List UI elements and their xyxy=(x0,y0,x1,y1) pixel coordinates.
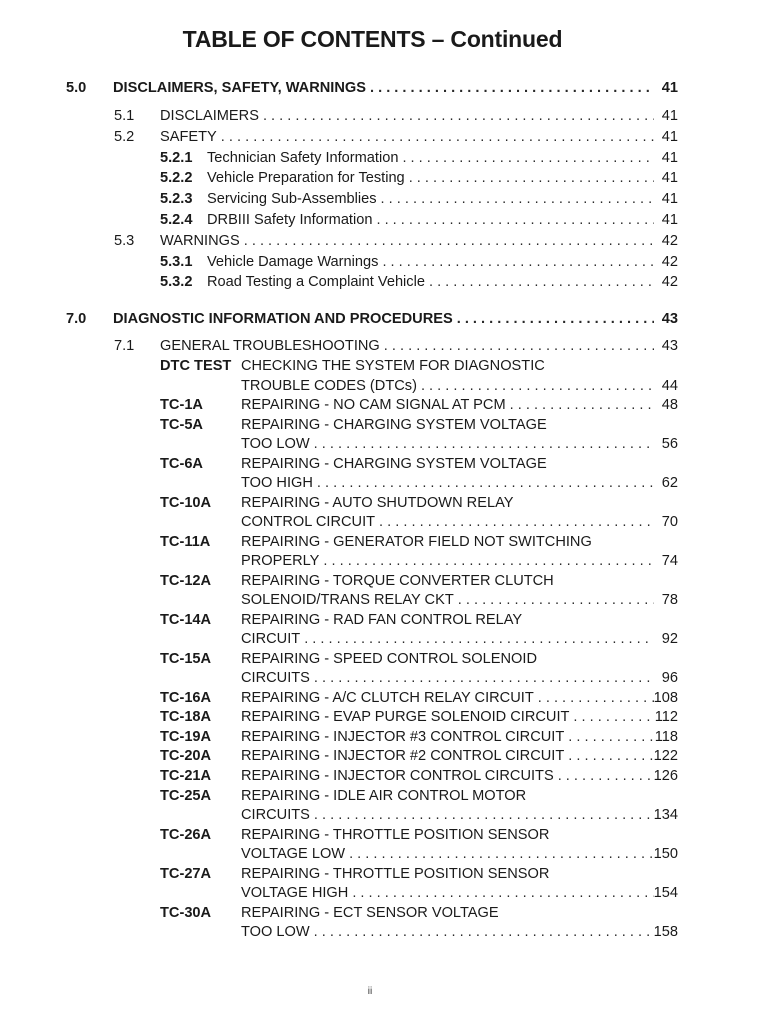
toc-list xyxy=(0,76,760,943)
toc-entry-5-2-2[interactable] xyxy=(0,168,760,189)
entry-label-line2: SOLENOID/TRANS RELAY CKT xyxy=(241,592,454,609)
entry-number: 5.3 xyxy=(114,232,135,249)
entry-number: 7.1 xyxy=(114,338,135,355)
page-ref: 41 xyxy=(661,170,678,187)
page-ref: 134 xyxy=(653,807,678,824)
page-ref: 43 xyxy=(661,311,678,328)
page-ref: 126 xyxy=(653,767,678,784)
dot-leader xyxy=(510,396,654,416)
dot-leader xyxy=(409,168,654,189)
toc-entry-5-3[interactable] xyxy=(0,231,760,252)
entry-label-line1: REPAIRING - SPEED CONTROL SOLENOID xyxy=(241,650,537,667)
entry-label-line2: CIRCUIT xyxy=(241,631,301,648)
entry-label-line1: REPAIRING - THROTTLE POSITION SENSOR xyxy=(241,865,550,882)
toc-entry-5-3-2[interactable] xyxy=(0,272,760,293)
toc-entry-5-3-1[interactable] xyxy=(0,252,760,273)
toc-test-entry[interactable] xyxy=(0,767,760,787)
entry-label: Road Testing a Complaint Vehicle xyxy=(207,274,425,291)
dot-leader xyxy=(429,272,654,293)
toc-test-entry[interactable] xyxy=(0,650,760,689)
entry-label-line2: TROUBLE CODES (DTCs) xyxy=(241,377,417,394)
dot-leader xyxy=(381,189,654,210)
test-code: TC-10A xyxy=(160,494,212,511)
entry-label: Servicing Sub-Assemblies xyxy=(207,191,377,208)
page-ref: 108 xyxy=(653,689,678,706)
dot-leader xyxy=(379,513,654,533)
toc-test-entry[interactable] xyxy=(0,708,760,728)
toc-test-entry[interactable] xyxy=(0,396,760,416)
entry-label: GENERAL TROUBLESHOOTING xyxy=(160,338,380,355)
page-ref: 112 xyxy=(654,709,678,726)
entry-label-line1: REPAIRING - CHARGING SYSTEM VOLTAGE xyxy=(241,455,547,472)
entry-label-line2: PROPERLY xyxy=(241,553,320,570)
entry-label-line1: REPAIRING - CHARGING SYSTEM VOLTAGE xyxy=(241,416,547,433)
page-ref: 41 xyxy=(661,211,678,228)
test-code: TC-30A xyxy=(160,904,212,921)
toc-entry-5-2-4[interactable] xyxy=(0,210,760,231)
toc-test-entry[interactable] xyxy=(0,787,760,826)
page-ref: 62 xyxy=(661,475,678,492)
dot-leader xyxy=(568,747,654,767)
dot-leader xyxy=(457,307,654,331)
dot-leader xyxy=(263,106,654,127)
dot-leader xyxy=(317,474,654,494)
entry-label: DISCLAIMERS xyxy=(160,108,259,124)
dot-leader xyxy=(370,76,654,100)
section-number: 7.0 xyxy=(66,311,87,328)
dot-leader xyxy=(314,435,654,455)
page-ref: 56 xyxy=(661,436,678,453)
test-code: TC-27A xyxy=(160,865,212,882)
test-code: TC-20A xyxy=(160,748,212,765)
dot-leader xyxy=(458,591,654,611)
entry-label-line1: REPAIRING - THROTTLE POSITION SENSOR xyxy=(241,826,550,843)
entry-label-line2: CONTROL CIRCUIT xyxy=(241,514,376,531)
toc-test-entry[interactable] xyxy=(0,689,760,709)
entry-label-line1: CHECKING THE SYSTEM FOR DIAGNOSTIC xyxy=(241,357,545,374)
page-ref: 70 xyxy=(661,514,678,531)
toc-test-entry[interactable] xyxy=(0,572,760,611)
entry-number: 5.1 xyxy=(114,108,135,124)
test-code: TC-26A xyxy=(160,826,212,843)
dot-leader xyxy=(558,767,654,787)
toc-entry-5-1[interactable] xyxy=(0,106,760,127)
dot-leader xyxy=(314,923,654,943)
test-list xyxy=(0,357,760,943)
toc-test-entry[interactable] xyxy=(0,611,760,650)
dot-leader xyxy=(314,669,654,689)
entry-number: 5.3.1 xyxy=(160,253,193,270)
dot-leader xyxy=(568,728,654,748)
toc-section-5[interactable] xyxy=(0,76,760,100)
test-code: TC-14A xyxy=(160,611,212,628)
toc-entry-7-1[interactable] xyxy=(0,336,760,357)
toc-test-entry[interactable] xyxy=(0,747,760,767)
dot-leader xyxy=(384,336,654,357)
entry-number: 5.3.2 xyxy=(160,274,193,291)
page-ref: 41 xyxy=(661,149,678,166)
toc-test-entry[interactable] xyxy=(0,533,760,572)
entry-label: REPAIRING - INJECTOR CONTROL CIRCUITS xyxy=(241,767,554,784)
entry-label-line1: REPAIRING - AUTO SHUTDOWN RELAY xyxy=(241,494,514,511)
dot-leader xyxy=(323,552,654,572)
toc-test-entry[interactable] xyxy=(0,416,760,455)
toc-test-entry[interactable] xyxy=(0,494,760,533)
entry-label: DRBIII Safety Information xyxy=(207,211,373,228)
page-ref: 74 xyxy=(661,553,678,570)
toc-test-entry[interactable] xyxy=(0,904,760,943)
entry-label-line1: REPAIRING - TORQUE CONVERTER CLUTCH xyxy=(241,572,554,589)
entry-label: REPAIRING - NO CAM SIGNAL AT PCM xyxy=(241,396,506,413)
dot-leader xyxy=(349,845,654,865)
page-ref: 158 xyxy=(653,924,678,941)
page-title: TABLE OF CONTENTS – Continued xyxy=(182,26,563,52)
entry-label: Technician Safety Information xyxy=(207,149,399,166)
page-ref: 41 xyxy=(661,191,678,208)
toc-entry-5-2[interactable] xyxy=(0,127,760,148)
page-ref: 154 xyxy=(653,885,678,902)
page-ref: 42 xyxy=(661,232,678,249)
section-label: DISCLAIMERS, SAFETY, WARNINGS xyxy=(113,80,366,96)
entry-label-line2: CIRCUITS xyxy=(241,807,310,824)
dot-leader xyxy=(304,630,654,650)
entry-number: 5.2 xyxy=(114,128,135,145)
test-code: TC-5A xyxy=(160,416,203,433)
entry-label: WARNINGS xyxy=(160,232,240,249)
entry-label-line2: TOO LOW xyxy=(241,436,310,453)
section-label: DIAGNOSTIC INFORMATION AND PROCEDURES xyxy=(113,311,453,328)
entry-label-line2: TOO HIGH xyxy=(241,475,313,492)
dot-leader xyxy=(538,689,654,709)
test-code: TC-11A xyxy=(160,533,211,550)
toc-test-entry[interactable] xyxy=(0,357,760,396)
dot-leader xyxy=(314,806,654,826)
entry-label-line2: VOLTAGE LOW xyxy=(241,846,346,863)
entry-label: SAFETY xyxy=(160,128,217,145)
entry-number: 5.2.4 xyxy=(160,211,193,228)
page-ref: 150 xyxy=(653,846,678,863)
test-code: TC-21A xyxy=(160,767,212,784)
test-code: TC-25A xyxy=(160,787,212,804)
page-ref: 48 xyxy=(661,396,678,413)
dot-leader xyxy=(402,148,654,169)
page-ref: 42 xyxy=(661,253,678,270)
dot-leader xyxy=(421,377,654,397)
entry-label: REPAIRING - EVAP PURGE SOLENOID CIRCUIT xyxy=(241,709,570,726)
entry-label-line1: REPAIRING - RAD FAN CONTROL RELAY xyxy=(241,611,523,628)
test-code: TC-19A xyxy=(160,728,212,745)
toc-test-entry[interactable] xyxy=(0,826,760,865)
page-ref: 44 xyxy=(661,377,678,394)
toc-entry-5-2-1[interactable] xyxy=(0,148,760,169)
entry-label-line1: REPAIRING - ECT SENSOR VOLTAGE xyxy=(241,904,499,921)
page-ref: 43 xyxy=(661,338,678,355)
dot-leader xyxy=(221,127,654,148)
toc-test-entry[interactable] xyxy=(0,455,760,494)
test-code: TC-15A xyxy=(160,650,212,667)
page-ref: 122 xyxy=(653,748,678,765)
page-number: ii xyxy=(367,986,373,997)
entry-label: REPAIRING - INJECTOR #2 CONTROL CIRCUIT xyxy=(241,748,565,765)
dot-leader xyxy=(376,210,654,231)
page-ref: 41 xyxy=(661,80,678,96)
entry-label: Vehicle Preparation for Testing xyxy=(207,170,405,187)
entry-number: 5.2.3 xyxy=(160,191,193,208)
test-code: TC-16A xyxy=(160,689,212,706)
entry-number: 5.2.1 xyxy=(160,149,193,166)
entry-label-line1: REPAIRING - GENERATOR FIELD NOT SWITCHING xyxy=(241,533,592,550)
page-ref: 42 xyxy=(661,274,678,291)
test-code: TC-6A xyxy=(160,455,203,472)
toc-test-entry[interactable] xyxy=(0,865,760,904)
toc-entry-5-2-3[interactable] xyxy=(0,189,760,210)
page-ref: 92 xyxy=(661,631,678,648)
entry-label-line2: VOLTAGE HIGH xyxy=(241,885,349,902)
test-code: TC-1A xyxy=(160,396,203,413)
toc-section-7[interactable] xyxy=(0,307,760,331)
entry-label: REPAIRING - A/C CLUTCH RELAY CIRCUIT xyxy=(241,689,534,706)
test-code: DTC TEST xyxy=(160,357,232,374)
page-ref: 96 xyxy=(661,670,678,687)
dot-leader xyxy=(352,884,654,904)
page-ref: 118 xyxy=(654,728,678,745)
entry-label-line2: TOO LOW xyxy=(241,924,310,941)
page-ref: 41 xyxy=(661,108,678,124)
entry-number: 5.2.2 xyxy=(160,170,193,187)
page-ref: 78 xyxy=(661,592,678,609)
dot-leader xyxy=(244,231,654,252)
dot-leader xyxy=(573,708,654,728)
toc-test-entry[interactable] xyxy=(0,728,760,748)
entry-label-line2: CIRCUITS xyxy=(241,670,310,687)
entry-label-line1: REPAIRING - IDLE AIR CONTROL MOTOR xyxy=(241,787,527,804)
entry-label: Vehicle Damage Warnings xyxy=(207,253,379,270)
test-code: TC-12A xyxy=(160,572,212,589)
test-code: TC-18A xyxy=(160,709,212,726)
dot-leader xyxy=(382,252,654,273)
section-number: 5.0 xyxy=(66,80,87,96)
page-ref: 41 xyxy=(661,128,678,145)
entry-label: REPAIRING - INJECTOR #3 CONTROL CIRCUIT xyxy=(241,728,565,745)
